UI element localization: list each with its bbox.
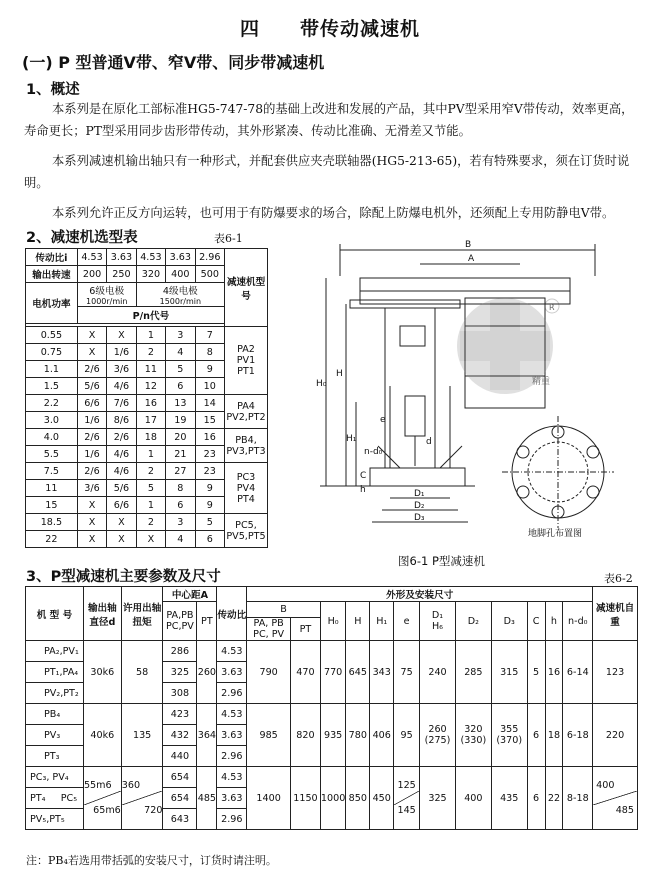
table-row <box>26 641 638 662</box>
torque-a: 360 <box>121 780 141 791</box>
table-cell: 780 <box>346 704 370 767</box>
motor-6-pole <box>77 283 136 307</box>
dim-D2: D₂ <box>414 501 425 511</box>
table-cell: PV₅,PT₅ <box>26 809 84 830</box>
table-cell: 9 <box>195 480 224 497</box>
overview-paragraph-2: 本系列减速机输出轴只有一种形式，并配套供应夹壳联轴器(HG5-213-65)，若有特殊要求，须在订货时说明。 <box>24 154 630 190</box>
table-cell: 12 <box>136 378 165 395</box>
overview-paragraph-3: 本系列允许正反方向运转，也可用于有防爆要求的场合，除配上防爆电机外，还须配上专用防静电V带。 <box>52 206 615 220</box>
torque-b: 720 <box>144 805 163 816</box>
th-center-pa: PA,PB PC,PV <box>163 602 197 641</box>
table-cell: 15 <box>195 412 224 429</box>
table-cell: 470 <box>291 641 321 704</box>
table-cell: 5/6 <box>77 378 106 395</box>
table-cell: 435 <box>491 767 527 830</box>
ratio-value: 3.63 <box>166 249 195 266</box>
table-cell: 58 <box>121 641 163 704</box>
table-cell: 260 <box>197 641 217 704</box>
weight-b: 485 <box>615 805 634 816</box>
table-cell: PT₁,PA₄ <box>26 662 84 683</box>
table-cell: 1/6 <box>77 412 106 429</box>
table-cell: 3.63 <box>217 725 247 746</box>
table-cell: 6/6 <box>77 395 106 412</box>
table-cell: 220 <box>593 704 638 767</box>
table-cell: 5 <box>527 641 545 704</box>
th-dims: 外形及安装尺寸 <box>247 587 593 602</box>
table-cell: 450 <box>370 767 394 830</box>
params-heading: 3、P型减速机主要参数及尺寸 <box>26 569 221 585</box>
table-cell: 4.0 <box>26 429 78 446</box>
table-cell: 4/6 <box>107 463 136 480</box>
table-cell: PV₃ <box>26 725 84 746</box>
shaft-b: 65m6 <box>93 805 121 816</box>
table-cell: 485 <box>197 767 217 830</box>
speed-label: 输出转速 <box>26 266 78 283</box>
dim-B: B <box>465 240 472 250</box>
table-cell: 8 <box>166 480 195 497</box>
model-group: PA2 PV1 PT1 <box>225 327 268 395</box>
table-cell: 355 (370) <box>491 704 527 767</box>
ratio-value: 3.63 <box>107 249 136 266</box>
table-cell: 22 <box>26 531 78 548</box>
figure-caption: 图6-1 P型减速机 <box>398 554 485 568</box>
pn-label: P/n代号 <box>77 307 224 324</box>
table-cell: 4.53 <box>217 767 247 788</box>
table-cell: 240 <box>420 641 456 704</box>
e-split <box>394 767 420 830</box>
table-cell: 1.5 <box>26 378 78 395</box>
dim-A: A <box>468 254 475 264</box>
table-cell: 4/6 <box>107 378 136 395</box>
th-e: e <box>394 602 420 641</box>
table-cell: 820 <box>291 704 321 767</box>
table-cell: 6-14 <box>563 641 593 704</box>
table-cell: 18.5 <box>26 514 78 531</box>
table-cell: 2/6 <box>77 429 106 446</box>
th-H0: H₀ <box>320 602 345 641</box>
model-group: PA4 PV2,PT2 <box>225 395 268 429</box>
table-cell: 325 <box>163 662 197 683</box>
table-cell: 308 <box>163 683 197 704</box>
table-cell: 1 <box>136 327 165 344</box>
table-cell: 2.96 <box>217 746 247 767</box>
table-cell: 5/6 <box>107 480 136 497</box>
torque-split <box>121 767 163 830</box>
table-cell: 2 <box>136 463 165 480</box>
table-cell: 1 <box>136 446 165 463</box>
table-cell: 1000 <box>320 767 345 830</box>
table-cell: 19 <box>166 412 195 429</box>
table-row <box>26 429 268 446</box>
dim-nd0: n-d₀ <box>364 447 383 457</box>
table-cell: 123 <box>593 641 638 704</box>
table-cell: 1150 <box>291 767 321 830</box>
table-cell: X <box>77 531 106 548</box>
ratio-value: 4.53 <box>136 249 165 266</box>
e-a: 125 <box>397 780 416 791</box>
table-cell: 5 <box>166 361 195 378</box>
dim-H1: H₁ <box>346 434 357 444</box>
table-cell: 343 <box>370 641 394 704</box>
ratio-value: 2.96 <box>195 249 224 266</box>
table-6-1-label: 表6-1 <box>214 232 243 245</box>
base-plate <box>370 468 465 486</box>
model-group: PC5, PV5,PT5 <box>225 514 268 548</box>
table-cell: 95 <box>394 704 420 767</box>
table-cell: 315 <box>491 641 527 704</box>
table-cell: 4 <box>166 344 195 361</box>
motor-4-pole <box>136 283 224 307</box>
weight-a: 400 <box>596 780 615 791</box>
th-center-pt: PT <box>197 602 217 641</box>
motor-6-label: 6级电极 <box>89 286 125 297</box>
section-heading: (一) P 型普通V带、窄V带、同步带减速机 <box>22 53 325 72</box>
table-cell: 40k6 <box>83 704 121 767</box>
table-cell: 2.96 <box>217 683 247 704</box>
th-ratio: 传动比 <box>217 587 247 641</box>
table-cell: 1.1 <box>26 361 78 378</box>
table-cell: 770 <box>320 641 345 704</box>
table-cell: 16 <box>136 395 165 412</box>
e-b: 145 <box>397 805 416 816</box>
table-cell: 260 (275) <box>420 704 456 767</box>
table-cell: 22 <box>545 767 563 830</box>
table-cell: X <box>136 531 165 548</box>
table-cell: 21 <box>166 446 195 463</box>
table-cell: 440 <box>163 746 197 767</box>
model-header: 减速机型号 <box>225 249 268 327</box>
table-cell: 5 <box>195 514 224 531</box>
th-B: B <box>247 602 321 618</box>
th-D2: D₂ <box>455 602 491 641</box>
speed-value: 500 <box>195 266 224 283</box>
table-cell: 6-18 <box>563 704 593 767</box>
table-cell: 17 <box>136 412 165 429</box>
table-cell: 2/6 <box>107 429 136 446</box>
table-cell: 320 (330) <box>455 704 491 767</box>
th-B-pt: PT <box>291 618 321 641</box>
table-cell: PA₂,PV₁ <box>26 641 84 662</box>
shaft-a: 55m6 <box>83 780 112 791</box>
ratio-label: 传动比i <box>26 249 78 266</box>
table-cell: 135 <box>121 704 163 767</box>
table-cell: PT₄ PC₅ <box>26 788 84 809</box>
table-cell: 6 <box>166 378 195 395</box>
table-cell: 1/6 <box>77 446 106 463</box>
speed-value: 320 <box>136 266 165 283</box>
table-cell: 2/6 <box>77 463 106 480</box>
params-table <box>25 586 638 830</box>
th-model: 机 型 号 <box>26 587 84 641</box>
table-cell: 3/6 <box>107 361 136 378</box>
table-cell: 432 <box>163 725 197 746</box>
table-cell: 11 <box>136 361 165 378</box>
overview-paragraph-1: 本系列是在原化工部标准HG5-747-78的基础上改进和发展的产品，其中PV型采用窄V带传动，效率更高，寿命更长；PT型采用同步齿形带传动，其外形紧凑、传动比准确、无滑差又节能。 <box>24 102 634 138</box>
table-cell: X <box>107 327 136 344</box>
hole-layout-caption: 地脚孔布置图 <box>528 529 583 539</box>
selection-table <box>25 248 268 548</box>
table-row <box>26 327 268 344</box>
table-row <box>26 514 268 531</box>
table-row <box>26 463 268 480</box>
table-cell: 0.75 <box>26 344 78 361</box>
table-cell: 3.0 <box>26 412 78 429</box>
table-cell: 790 <box>247 641 291 704</box>
table-cell: 5.5 <box>26 446 78 463</box>
table-cell: PB₄ <box>26 704 84 725</box>
table-cell: 8/6 <box>107 412 136 429</box>
table-cell: 75 <box>394 641 420 704</box>
table-cell: 423 <box>163 704 197 725</box>
table-cell: 13 <box>166 395 195 412</box>
table-cell: 20 <box>166 429 195 446</box>
table-cell: 15 <box>26 497 78 514</box>
table-cell: 285 <box>455 641 491 704</box>
table-cell: 18 <box>545 704 563 767</box>
table-cell: 6/6 <box>107 497 136 514</box>
table-cell: 4 <box>166 531 195 548</box>
table-cell: 406 <box>370 704 394 767</box>
table-cell: 4.53 <box>217 641 247 662</box>
table-cell: 10 <box>195 378 224 395</box>
model-group: PC3 PV4 PT4 <box>225 463 268 514</box>
th-H: H <box>346 602 370 641</box>
table-cell: 364 <box>197 704 217 767</box>
table-cell: 9 <box>195 361 224 378</box>
table-cell: X <box>77 514 106 531</box>
table-cell: 325 <box>420 767 456 830</box>
footnote: 注：PB₄若选用带括弧的安装尺寸，订货时请注明。 <box>26 854 277 867</box>
table-cell: X <box>107 531 136 548</box>
reducer-drawing <box>290 236 635 566</box>
table-cell: PT₃ <box>26 746 84 767</box>
table-cell: 8-18 <box>563 767 593 830</box>
table-cell: 935 <box>320 704 345 767</box>
th-D1: D₁ H₆ <box>420 602 456 641</box>
table-cell: 6 <box>166 497 195 514</box>
table-cell: 286 <box>163 641 197 662</box>
dim-D1: D₁ <box>414 489 425 499</box>
table-cell: 9 <box>195 497 224 514</box>
th-torque: 许用出轴扭矩 <box>121 587 163 641</box>
table-cell: 4/6 <box>107 446 136 463</box>
table-cell: 8 <box>195 344 224 361</box>
table-cell: 23 <box>195 446 224 463</box>
th-H1: H₁ <box>370 602 394 641</box>
table-cell: 3 <box>166 327 195 344</box>
motor-4-label: 4级电极 <box>162 286 198 297</box>
table-cell: 7/6 <box>107 395 136 412</box>
table-cell: 2.2 <box>26 395 78 412</box>
th-C: C <box>527 602 545 641</box>
ratio-value: 4.53 <box>77 249 106 266</box>
dim-D3: D₃ <box>414 513 425 523</box>
table-cell: PC₃, PV₄ <box>26 767 84 788</box>
table-cell: 400 <box>455 767 491 830</box>
table-cell: 7.5 <box>26 463 78 480</box>
th-nd0: n-d₀ <box>563 602 593 641</box>
table-cell: 7 <box>195 327 224 344</box>
table-cell: 2 <box>136 344 165 361</box>
table-cell: 2 <box>136 514 165 531</box>
table-cell: 3 <box>166 514 195 531</box>
table-cell: 1/6 <box>107 344 136 361</box>
page-title: 四 带传动减速机 <box>239 18 420 40</box>
table-cell: 6 <box>195 531 224 548</box>
dim-H: H <box>336 369 343 379</box>
speed-value: 400 <box>166 266 195 283</box>
dim-d: d <box>426 437 432 447</box>
table-cell: 14 <box>195 395 224 412</box>
th-weight: 减速机自重 <box>593 587 638 641</box>
selection-heading: 2、减速机选型表 <box>26 230 138 246</box>
table-cell: 3.63 <box>217 662 247 683</box>
table-cell: 3.63 <box>217 788 247 809</box>
dim-H0: H₀ <box>316 379 327 389</box>
th-D3: D₃ <box>491 602 527 641</box>
table-cell: 0.55 <box>26 327 78 344</box>
table-cell: 3/6 <box>77 480 106 497</box>
table-cell: 1 <box>136 497 165 514</box>
table-cell: 4.53 <box>217 704 247 725</box>
table-cell: 645 <box>346 641 370 704</box>
motor-6-speed: 1000r/min <box>86 297 128 306</box>
th-h: h <box>545 602 563 641</box>
table-cell: 643 <box>163 809 197 830</box>
th-center: 中心距A <box>163 587 217 602</box>
motor-4-speed: 1500r/min <box>159 297 202 306</box>
speed-value: 200 <box>77 266 106 283</box>
table-cell: 6 <box>527 704 545 767</box>
overview-heading: 1、概述 <box>26 82 80 98</box>
power-label: 电机功率 <box>26 283 78 324</box>
table-cell: X <box>77 327 106 344</box>
table-cell: 11 <box>26 480 78 497</box>
table-cell: PV₂,PT₂ <box>26 683 84 704</box>
registered-mark: R <box>549 303 555 312</box>
table-cell: 18 <box>136 429 165 446</box>
shaft-split <box>83 767 121 830</box>
speed-value: 250 <box>107 266 136 283</box>
table-cell: 6 <box>527 767 545 830</box>
table-row <box>26 395 268 412</box>
table-cell: X <box>77 497 106 514</box>
table-cell: 850 <box>346 767 370 830</box>
table-cell: 2.96 <box>217 809 247 830</box>
dim-h: h <box>360 485 366 495</box>
table-cell: 5 <box>136 480 165 497</box>
dim-e: e <box>380 415 386 425</box>
th-shaft: 输出轴直径d <box>83 587 121 641</box>
table-cell: 16 <box>195 429 224 446</box>
dim-C: C <box>360 471 367 481</box>
table-cell: 1400 <box>247 767 291 830</box>
table-row <box>26 704 638 725</box>
table-cell: 16 <box>545 641 563 704</box>
th-B-pa: PA, PB PC, PV <box>247 618 291 641</box>
table-cell: 30k6 <box>83 641 121 704</box>
weight-split <box>593 767 638 830</box>
table-cell: X <box>107 514 136 531</box>
table-cell: 654 <box>163 767 197 788</box>
watermark-text: 精重 <box>532 377 551 387</box>
table-6-2-label: 表6-2 <box>604 572 633 585</box>
table-cell: X <box>77 344 106 361</box>
table-cell: 27 <box>166 463 195 480</box>
model-group: PB4, PV3,PT3 <box>225 429 268 463</box>
table-cell: 2/6 <box>77 361 106 378</box>
table-row <box>26 767 638 788</box>
table-cell: 23 <box>195 463 224 480</box>
table-cell: 654 <box>163 788 197 809</box>
table-cell: 985 <box>247 704 291 767</box>
